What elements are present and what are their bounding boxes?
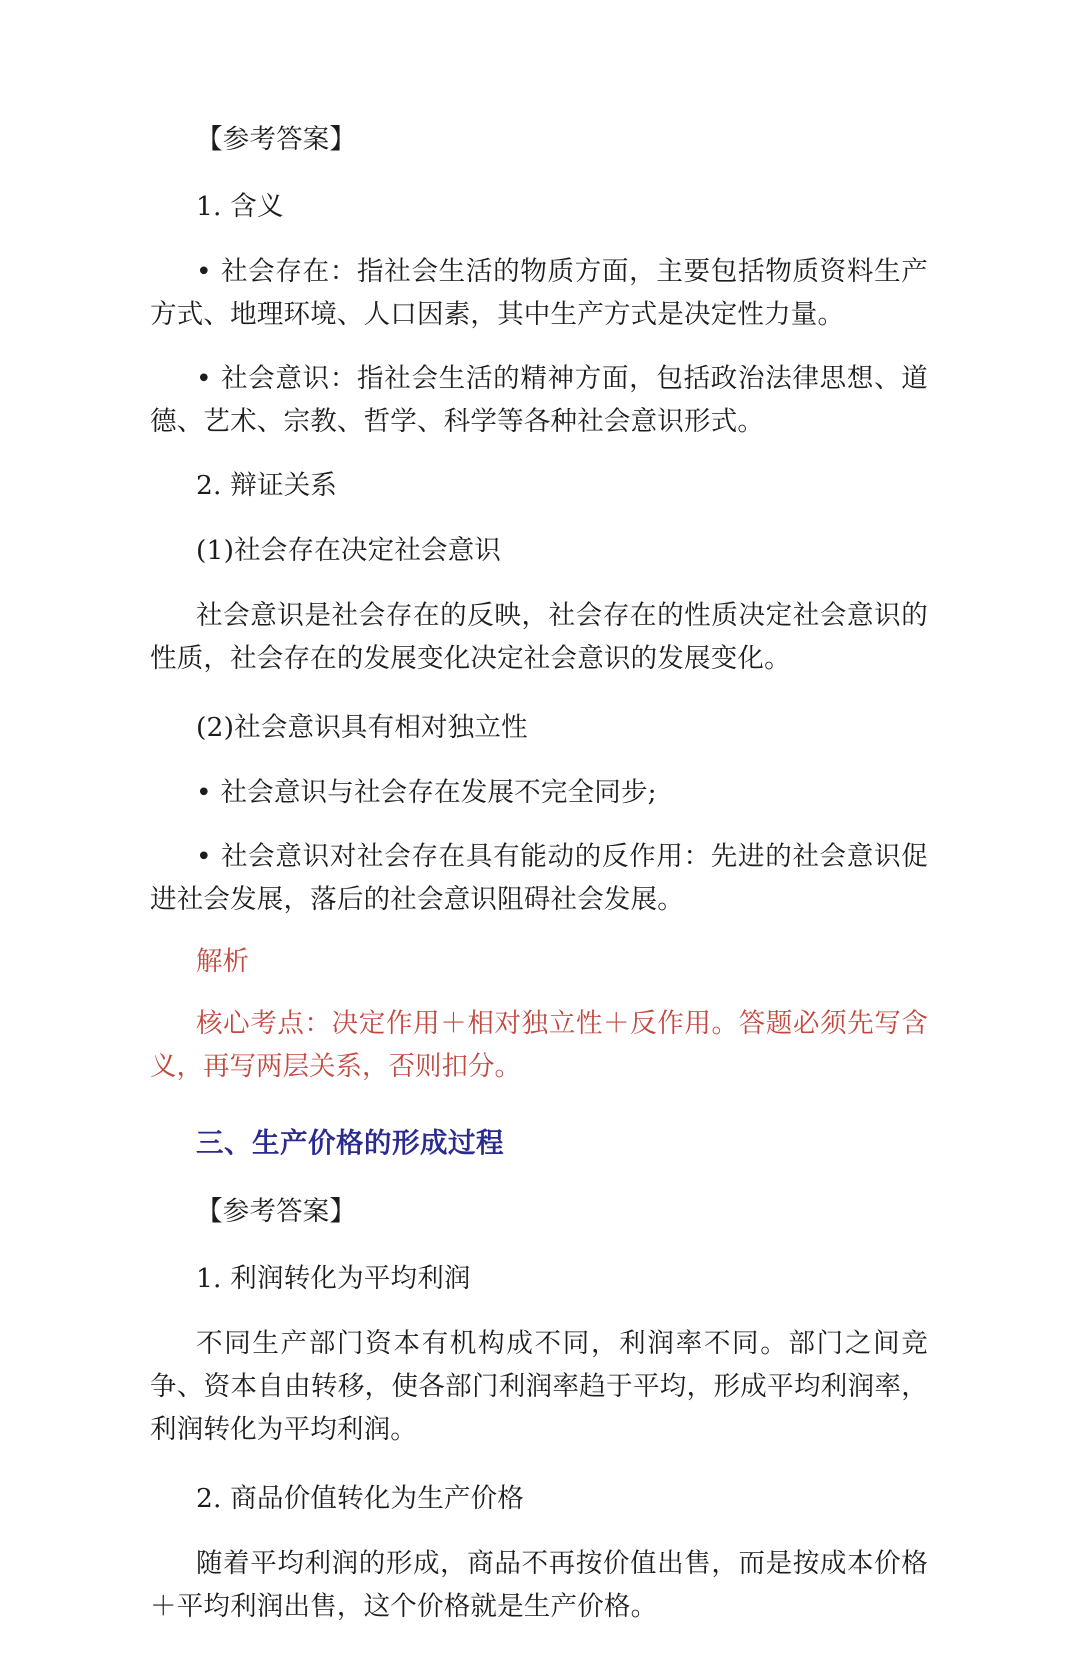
item-3-title-profit-to-average-profit: 1. 利润转化为平均利润 <box>196 1263 471 1294</box>
reference-answer-label-1: 【参考答案】 <box>196 124 357 155</box>
sub-1-body: 社会意识是社会存在的反映，社会存在的性质决定社会意识的性质，社会存在的发展变化决定社会意识的发展变化。 <box>150 600 928 674</box>
sub-2-bullet-2: • 社会意识对社会存在具有能动的反作用：先进的社会意识促进社会发展，落后的社会意识阻碍社会发展。 <box>150 841 928 915</box>
item-2-title-dialectical-relation: 2. 辩证关系 <box>196 470 338 501</box>
analysis-body: 核心考点：决定作用＋相对独立性＋反作用。答题必须先写含义，再写两层关系，否则扣分。 <box>150 1008 928 1082</box>
item-4-title-value-to-production-price: 2. 商品价值转化为生产价格 <box>196 1483 525 1514</box>
item-3-body: 不同生产部门资本有机构成不同，利润率不同。部门之间竞争、资本自由转移，使各部门利润率趋于平均，形成平均利润率，利润转化为平均利润。 <box>150 1328 928 1445</box>
item-1-title-meaning: 1. 含义 <box>196 191 284 222</box>
item-4-body: 随着平均利润的形成，商品不再按价值出售，而是按成本价格＋平均利润出售，这个价格就是生产价格。 <box>150 1548 928 1622</box>
bullet-social-consciousness: • 社会意识：指社会生活的精神方面，包括政治法律思想、道德、艺术、宗教、哲学、科学等各种社会意识形式。 <box>150 363 928 437</box>
sub-2-bullet-1: • 社会意识与社会存在发展不完全同步; <box>196 777 657 808</box>
document-body <box>150 118 928 1654</box>
section-heading-production-price: 三、生产价格的形成过程 <box>196 1127 504 1159</box>
bullet-social-existence: • 社会存在：指社会生活的物质方面，主要包括物质资料生产方式、地理环境、人口因素，其中生产方式是决定性力量。 <box>150 256 928 330</box>
reference-answer-label-2: 【参考答案】 <box>196 1196 357 1227</box>
analysis-label: 解析 <box>196 946 249 977</box>
sub-1-title: (1)社会存在决定社会意识 <box>196 535 502 566</box>
sub-2-title: (2)社会意识具有相对独立性 <box>196 712 528 743</box>
